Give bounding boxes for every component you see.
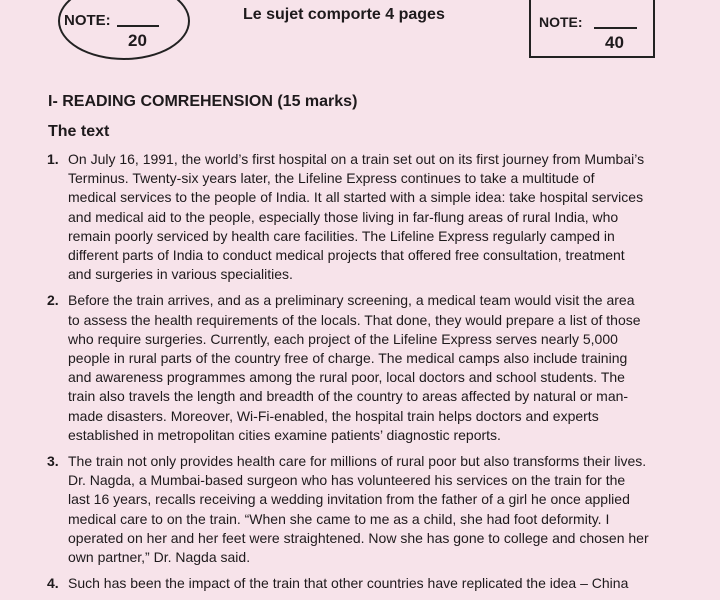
note-line-right (594, 27, 637, 29)
note-line-left (117, 25, 159, 27)
paragraph-text: Before the train arrives, and as a preliminary screening, a medical team would visit the area to assess the health requirements of the locals. That done, they would prepare a list of those who require surgeries. Currently, each project of the Lifeline Express serves nearly 5,000 people in rural parts of the country free of charge. The medical camps also include training and awareness programmes among the rural poor, local doctors and school students. The train also travels the length and breadth of the country to areas affected by natural or man- made disasters. Moreover, Wi-Fi-enabled, the hospital train helps doctors and experts established in metropolitan cities examine patients’ diagnostic reports. (68, 292, 641, 443)
note-score-right: 40 (605, 33, 624, 52)
note-score-left: 20 (128, 31, 147, 50)
text-subtitle: The text (48, 123, 110, 140)
paragraph-number: 3. (47, 453, 59, 470)
paragraph-text: The train not only provides health care for millions of rural poor but also transforms their lives. Dr. Nagda, a Mumbai-based surgeon who has volunteered his services on the train for the last 16 years, recalls receiving a wedding invitation from the father of a girl he once applied medical care to on the train. “When she came to me as a child, she had foot deformity. I operated on her and her feet were straightened. Now she has gone to college and chosen her own partner,” Dr. Nagda said. (68, 453, 649, 566)
pages-notice: Le sujet comporte 4 pages (243, 6, 445, 23)
note-label-right: NOTE: (539, 14, 583, 30)
paragraph-number: 4. (47, 575, 59, 592)
paragraph-2 (0, 291, 720, 445)
paragraph-4 (0, 574, 720, 593)
paragraph-3 (0, 452, 720, 567)
paragraph-text: On July 16, 1991, the world’s first hospital on a train set out on its first journey from Mumbai’s Terminus. Twenty-six years later, the Lifeline Express continues to take a multitude of medical services to the people of India. It all started with a simple idea: take hospital services and medical aid to the people, especially those living in far-flung areas of rural India, who remain poorly serviced by health care facilities. The Lifeline Express regularly camped in different parts of India to conduct medical projects that offered free consultation, treatment and surgeries in various specialities. (68, 151, 645, 283)
paragraph-text: Such has been the impact of the train that other countries have replicated the idea – China (68, 575, 629, 592)
paragraph-1 (0, 150, 720, 284)
section-title: I- READING COMREHENSION (15 marks) (48, 93, 358, 110)
note-oval-frame (58, 0, 190, 60)
paragraph-number: 2. (47, 292, 59, 309)
paragraph-number: 1. (47, 151, 59, 167)
reading-text (0, 150, 720, 600)
note-label-left: NOTE: (64, 12, 111, 29)
